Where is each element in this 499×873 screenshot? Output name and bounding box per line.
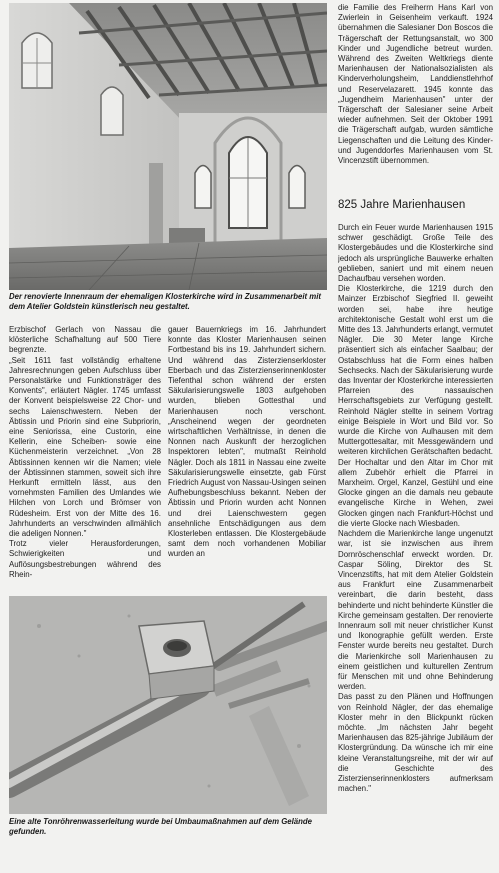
photo-top-caption: Der renovierte Innenraum der ehemaligen Klosterkirche wird in Zusammenarbeit mit dem Atelier Goldstein künstlerisch neu gestaltet.: [9, 292, 321, 311]
article-column-3-top: [338, 3, 493, 197]
article-column-3-bottom: [338, 223, 493, 871]
col3-paragraph-4: Nachdem die Marienkirche lange ungenutzt war, ist sie inzwischen aus ihrem Dornröschenschlaf erweckt worden. Dr. Caspar Söling, Direktor des St. Vincenzstifts, hat mit dem Atelier Goldstein aus Frankfurt eine Zusammenarbeit vereinbart, die darin besteht, dass behinderte und nicht behinderte Künstler die Kirche gemeinsam gestalten. Der renovierte Innenraum soll mit neuer christlicher Kunst und Ikonographie gefüllt werden. Erste Fenster wurde bereits neu gestaltet. Durch die Marienkirche soll Marienhausen zu einem geistlichen und kulturellen Zentrum für Menschen mit und ohne Behinderung werden.: [338, 529, 493, 692]
col3-paragraph-1: die Familie des Freiherrn Hans Karl von Zwierlein in Geisenheim verkauft. 1924 übernahmen die Salesianer Don Boscos die Trägerschaft der Rettungsanstalt, wo 300 Kinder und Jugendliche betreut wurden. Während des Zweiten Weltkriegs diente Marienhausen der Nationalsozialisten als Kinderverholungsheim, Landdienstlehrhof und Reservelazarett. 1945 konnte das „Jugendheim Marienhausen" unter der Trägerschaft der Salesianer seine Arbeit wieder aufnehmen. Seit der Oktober 1991 die Trägerschaft aufgab, wurden sämtliche Liegenschaften und die Leitung des Kinder- und Jugenddorfes Marienhausen vom St. Vincenzstift übernommen.: [338, 3, 493, 166]
clay-pipe-illustration: [9, 596, 327, 814]
col1-paragraph-3: Trotz vieler Herausforderungen, Schwierigkeiten und Auflösungsbestrebungen während des Rhein-: [9, 539, 161, 579]
article-column-2: [168, 325, 326, 593]
col2-paragraph-1: gauer Bauernkriegs im 16. Jahrhundert konnte das Kloster Marienhausen seinen Fortbestand bis ins 19. Jahrhundert sichern. Und während das Zisterzienserkloster Eberbach und das Zisterzienserinnenkloster Tiefenthal schon während der ersten Säkularisierungswelle 1803 aufgehoben wurden, blieben Gottesthal und Marienhausen noch verschont. „Anscheinend wegen der geordneten wirtschaftlichen Verhältnisse, in denen die Nonnen nach Auskunft der herzoglichen Inspektoren lebten", mutmaßt Reinhold Nägler. Doch als 1811 in Nassau eine zweite Säkularisierungswelle einsetzte, gab Fürst Friedrich August von Nassau-Usingen seinen Aufhebungsbeschluss bekannt. Neben der Äbtissin und Priorin wurden acht Nonnen und drei Laienschwestern gegen ansehnliche Entschädigungen aus dem Klosterleben entlassen. Die Klostergebäude samt dem noch vorhandenen Mobiliar wurden an: [168, 325, 326, 559]
col3-paragraph-2: Durch ein Feuer wurde Marienhausen 1915 schwer geschädigt. Große Teile des Klostergebäudes und die Klosterkirche sind jedoch als ursprüngliche Bauwerke erhalten geblieben, saniert und mit einem neuen Dachaufbau versehen worden.: [338, 223, 493, 284]
col1-paragraph-1: Erzbischof Gerlach von Nassau die klösterliche Schafhaltung auf 500 Tiere begrenzte.: [9, 325, 161, 355]
section-heading: 825 Jahre Marienhausen: [338, 199, 466, 211]
col3-paragraph-5: Das passt zu den Plänen und Hoffnungen von Reinhold Nägler, der das ehemalige Kloster mehr in den Blickpunkt rücken möchte. „Im nächsten Jahr begeht Marienhausen das 825-jährige Jubiläum der Klostergründung. Da wünsche ich mir eine kleine Veranstaltungsreihe, mit der wir auf die Geschichte des Zisterzienserinnenklosters aufmerksam machen.": [338, 692, 493, 794]
col1-paragraph-2: „Seit 1611 fast vollständig erhaltene Jahresrechnungen geben Aufschluss über Personalstärke und Funktionsträger des Konvents", erläutert Nägler. 1745 umfasst der Konvent beispielsweise 22 Chor- und sechs Laienschwestern. Neben der Äbtissin und Priorin sind eine Subpriorin, eine Seniorissa, eine Custorin, eine Kellerin, eine Scheiben- sowie eine Küchenmeisterin verzeichnet. „Von 28 Äbtissinnen kennen wir die Namen; viele der Äbtissinnen stammen, soweit sich ihre Herkunft ermitteln lässt, aus den vornehmsten Familien des Umlandes wie Hilchen von Lorch und Brömser von Rüdesheim. Erst von der Mitte des 16. Jahrhunderts an verschwinden allmählich die adeligen Nonnen.": [9, 355, 161, 539]
clay-pipe-photo: [9, 596, 327, 814]
article-column-1: [9, 325, 161, 593]
photo-bottom-caption: Eine alte Tonröhrenwasserleitung wurde bei Umbaumaßnahmen auf dem Gelände gefunden.: [9, 817, 312, 836]
church-interior-illustration: [9, 3, 327, 290]
church-interior-photo: [9, 3, 327, 290]
col3-paragraph-3: Die Klosterkirche, die 1219 durch den Mainzer Erzbischof Siegfried II. geweiht worden sei, habe ihre heutige architektonische Gestalt wohl erst um die Mitte des 13. Jahrhunderts erlangt, vermutet Nägler. Die 30 Meter lange Kirche präsentiert sich als einfacher Saalbau; der Ostabschluss hat die Form eines halben Sechsecks. Nach der Säkularisierung wurde das Inventar der Klosterkirche interessierten Pfarreien des nassauischen Herrschaftsgebiets zur Verfügung gestellt. Reinhold Nägler stellte in seinem Vortrag einige Beispiele in Wort und Bild vor. So wurde die Kirche von Aulhausen mit dem Muttergottesaltar, mit Messgewändern und weiteren kirchlichen Gerätschaften bedacht. Der Hochaltar und den Altar im Chor mit allem Zubehör erhielt die Pfarrei in Marxheim. Orgel, Kanzel, Gestühl und eine Glocke gingen an die damals neu gebaute evangelische Kirche in Wehen, zwei Glocken gingen nach Frankfurt-Höchst und die vierte Glocke nach Wiesbaden.: [338, 284, 493, 528]
